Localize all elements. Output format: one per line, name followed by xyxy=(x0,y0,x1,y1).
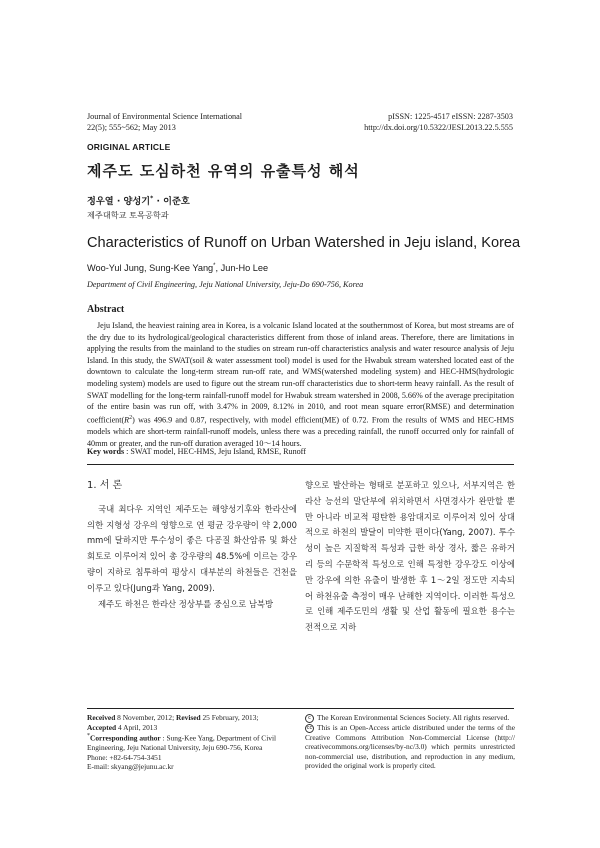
footnote-rule xyxy=(87,708,514,709)
body-column-right xyxy=(305,478,515,636)
abstract-text-part2: ) was 496.9 and 0.87, respectively, with model efficient(ME) of 0.72. From the results of WMS and HEC-HMS models which are short-term rainfall-runoff models, unless there was a preceding rainfall, the runoff occurred only for rainfall of 40mm or greater, and the run-off duration averaged 10～14 hours. xyxy=(87,415,514,448)
r2-exponent: 2 xyxy=(129,414,133,421)
korean-title: 제주도 도심하천 유역의 유출특성 해석 xyxy=(87,162,360,180)
body-paragraph: 국내 최다우 지역인 제주도는 해양성기후와 한라산에 의한 지형성 강우의 영향으로 연 평균 강우량이 약 2,000 mm에 달하지만 투수성이 좋은 다공질 화산암류 및 화산회토로 이루어져 있어 총 강우량의 48.5%에 이르는 강우량이 지하로 침투하여 평상시 대부분의 하천들은 건천을 이루고 있다(Jung과 Yang, 2009). xyxy=(87,503,297,593)
issn: pISSN: 1225-4517 eISSN: 2287-3503 xyxy=(388,112,513,121)
license-text: This is an Open-Access article distributed under the terms of the Creative Commons Attribution Non-Commercial License (http:// creativecommons.org/licenses/by-nc/3.0) which permits unrestricted non-commercial use, distribution, and reproduction in any medium, provided the original work is properly cited. xyxy=(305,722,515,771)
accepted-label: Accepted xyxy=(87,722,117,732)
corresponding-mark: * xyxy=(87,733,90,740)
divider-rule xyxy=(87,464,514,465)
body-paragraph: 향으로 발산하는 형태로 분포하고 있으나, 서부지역은 한라산 능선의 말단부에 위치하면서 사면경사가 완만할 뿐만 아니라 비교적 평탄한 용암대지로 이루어져 있어 상대적으로 하천의 발달이 미약한 편이다(Yang, 2007). 투수성이 높은 지질학적 특성과 급한 하상 경사, 짧은 유하거리 등의 수문학적 특성으로 인해 특정한 강우강도 이상에만 강우에 의한 유출이 발생한 후 1～2일 정도만 지속되어 하천유출 측정이 매우 난해한 지역이다. 이러한 특성으로 인해 제주도민의 생활 및 산업 활동에 필요한 용수는 전적으로 지하 xyxy=(305,480,515,633)
accepted-line xyxy=(87,723,292,733)
journal-name: Journal of Environmental Science International xyxy=(87,112,243,121)
corresponding-mark: * xyxy=(150,194,154,202)
copyright-text: The Korean Environmental Sciences Society. All rights reserved. xyxy=(317,713,510,722)
dates xyxy=(87,713,292,723)
body-column-left xyxy=(87,478,297,612)
korean-affiliation: 제주대학교 토목공학과 xyxy=(87,210,169,220)
r2-symbol: R xyxy=(124,415,130,425)
accepted-date: 4 April, 2013 xyxy=(116,722,158,732)
received-label: Received xyxy=(87,713,116,722)
doi-link[interactable]: http://dx.doi.org/10.5322/JESI.2013.22.5.555 xyxy=(364,123,513,132)
english-authors xyxy=(87,263,268,273)
journal-header-left xyxy=(87,111,242,133)
creative-commons-icon: cc xyxy=(306,724,313,731)
journal-header-right xyxy=(364,111,513,133)
license-line xyxy=(305,723,515,771)
article-type: ORIGINAL ARTICLE xyxy=(87,142,171,152)
abstract-text xyxy=(87,320,514,449)
corresponding-mark: * xyxy=(213,263,216,269)
keywords xyxy=(87,447,306,456)
english-affiliation: Department of Civil Engineering, Jeju National University, Jeju-Do 690-756, Korea xyxy=(87,280,364,289)
corresponding-text: : Sung-Kee Yang, Department of Civil Engineering, Jeju National University, Jeju 690-756, Korea xyxy=(87,733,277,753)
english-author-names: Woo-Yul Jung, Sung-Kee Yang xyxy=(87,263,214,274)
abstract-heading: Abstract xyxy=(87,304,125,315)
english-title: Characteristics of Runoff on Urban Watershed in Jeju island, Korea xyxy=(87,235,521,251)
keywords-label: Key words xyxy=(87,447,125,456)
email[interactable]: E-mail: skyang@jejunu.ac.kr xyxy=(87,762,174,772)
revised-date: 25 February, 2013; xyxy=(200,713,259,722)
journal-volume: 22(5); 555~562; May 2013 xyxy=(87,123,176,132)
revised-label: Revised xyxy=(176,713,201,722)
abstract-text-part1: Jeju Island, the heaviest raining area in Korea, is a volcanic Island located at the southernmost of Korea, but most streams are of the dry due to its hydrological/geological characteristics different from those of inland areas. Therefore, there are limitations in applying the results from the mainland to the studies on stream run-off characteristics analysis and water resource analysis of Jeju Island. In this study, the SWAT(soil & water assessment tool) model is used for the Hwabuk stream watershed located east of the downtown to calculate the long-term stream run-off rate, and WMS(watershed modeling system) and HEC-HMS(hydrologic modeling system) models are used to figure out the stream run-off characteristics due to short-term heavy rainfall. As the result of SWAT modelling for the long-term rainfall-runoff model for Hwabuk stream watershed in 2008, 5.66% of the average precipitation of the entire basin was run off, with 3.47% in 2009, 8.12% in 2010, and root mean square error(RMSE) and determination coefficient( xyxy=(87,321,514,425)
korean-author-tail: · 이준호 xyxy=(153,196,190,207)
received-date: 8 November, 2012; xyxy=(115,713,176,722)
keywords-text: SWAT model, HEC-HMS, Jeju Island, RMSE, Runoff xyxy=(130,447,306,456)
korean-authors xyxy=(87,193,190,207)
corresponding-label: Corresponding author xyxy=(90,733,161,743)
section-heading: 1. 서 론 xyxy=(87,480,123,491)
footnote-right xyxy=(305,713,515,771)
body-paragraph: 제주도 하천은 한라산 정상부를 중심으로 남북방 xyxy=(98,598,274,609)
footnote-left xyxy=(87,713,292,772)
corresponding-author xyxy=(87,732,292,753)
keywords-separator: : xyxy=(124,447,131,456)
copyright-icon: c xyxy=(305,714,314,723)
phone: Phone: +82-64-754-3451 xyxy=(87,752,162,762)
copyright-line xyxy=(305,713,515,723)
english-author-tail: , Jun-Ho Lee xyxy=(215,263,269,274)
korean-author-names: 정우열 · 양성기 xyxy=(87,196,151,207)
